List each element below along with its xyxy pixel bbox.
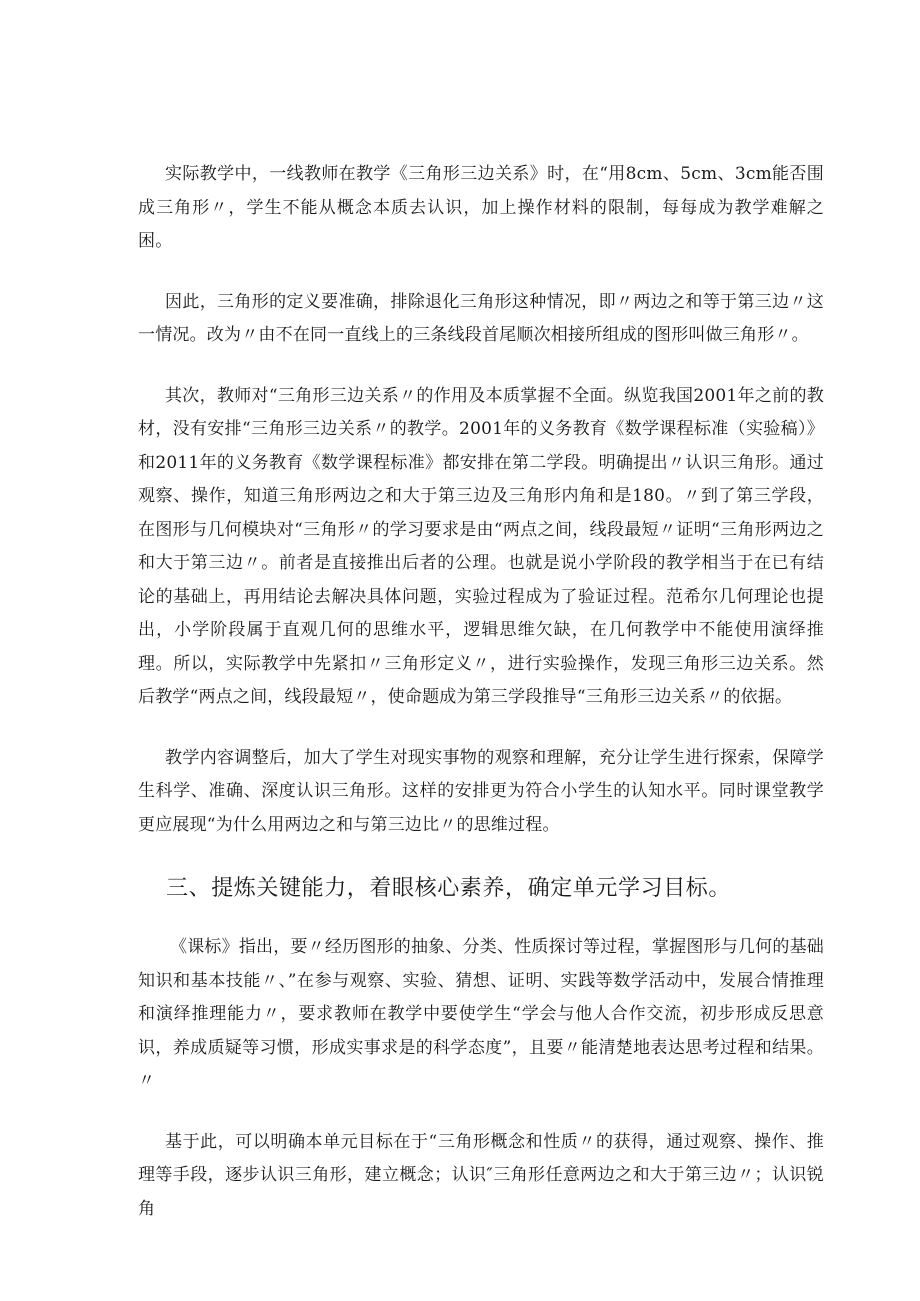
paragraph-4: 教学内容调整后，加大了学生对现实事物的观察和理解，充分让学生进行探索，保障学生科学、准确、深度认识三角形。这样的安排更为符合小学生的认知水平。同时课堂教学更应展现“为什么用两边之和与第三边比〃的思维过程。 [138, 747, 824, 835]
paragraph-2: 因此，三角形的定义要准确，排除退化三角形这种情况，即〃两边之和等于第三边〃这一情况。改为〃由不在同一直线上的三条线段首尾顺次相接所组成的图形叫做三角形〃。 [138, 291, 824, 345]
paragraph-3: 其次，教师对“三角形三边关系〃的作用及本质掌握不全面。纵览我国2001年之前的教材，没有安排“三角形三边关系〃的教学。2001年的义务教育《数学课程标准（实验稿）》和2011年的义务教育《数学课程标准》都安排在第二学段。明确提出〃认识三角形。通过观察、操作，知道三角形两边之和大于第三边及三角形内角和是180。〃到了第三学段，在图形与几何模块对“三角形〃的学习要求是由“两点之间，线段最短〃证明“三角形两边之和大于第三边〃。前者是直接推出后者的公理。也就是说小学阶段的教学相当于在已有结论的基础上，再用结论去解决具体问题，实验过程成为了验证过程。范希尔几何理论也提出，小学阶段属于直观几何的思维水平，逻辑思维欠缺，在几何教学中不能使用演绎推理。所以，实际教学中先紧扣〃三角形定义〃，进行实验操作，发现三角形三边关系。然后教学“两点之间，线段最短〃，使命题成为第三学段推导“三角形三边关系〃的依据。 [138, 385, 824, 707]
section-heading: 三、提炼关键能力，着眼核心素养，确定单元学习目标。 [166, 876, 732, 901]
paragraph-6: 基于此，可以明确本单元目标在于“三角形概念和性质〃的获得，通过观察、操作、推理等手段，逐步认识三角形，建立概念；认识″三角形任意两边之和大于第三边〃；认识锐角 [138, 1131, 824, 1219]
paragraph-1: 实际教学中，一线教师在教学《三角形三边关系》时，在“用8cm、5cm、3cm能否围成三角形〃，学生不能从概念本质去认识，加上操作材料的限制，每每成为教学难解之困。 [138, 164, 824, 251]
paragraph-5: 《课标》指出，要〃经历图形的抽象、分类、性质探讨等过程，掌握图形与几何的基础知识和基本技能〃、”在参与观察、实验、猜想、证明、实践等数学活动中，发展合情推理和演绎推理能力〃，要求教师在教学中要使学生“学会与他人合作交流，初步形成反思意识，养成质疑等习惯，形成实事求是的科学态度”，且要〃能清楚地表达思考过程和结果。〃 [138, 937, 824, 1091]
